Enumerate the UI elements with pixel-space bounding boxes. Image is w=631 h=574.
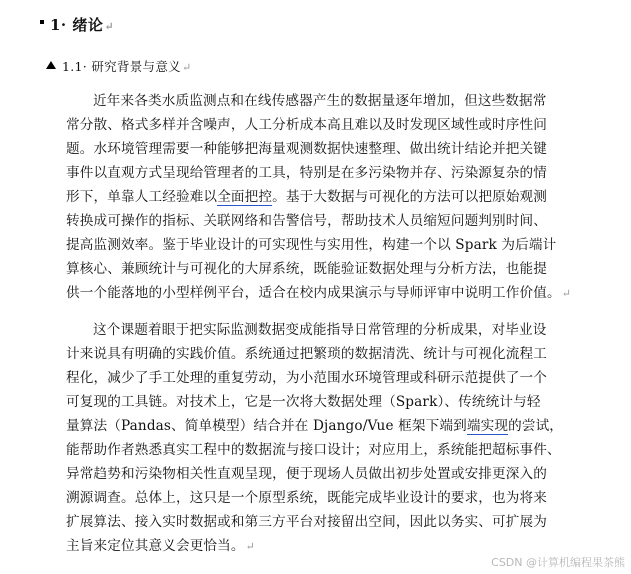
text-line: 程化，减少了手工处理的重复劳动，为小范围水环境管理或科研示范提供了一个 — [66, 370, 548, 386]
paragraph-mark-icon: ↵ — [181, 61, 192, 74]
text-line: 扩展算法、接入实时数据或和第三方平台对接留出空间，因此以务实、可扩展为 — [66, 514, 548, 530]
list-bullet-icon — [40, 20, 44, 24]
spellcheck-underline: 端实现 — [466, 418, 509, 434]
text-line: 供一个能落地的小型样例平台，适合在校内成果演示与导师评审中说明工作价值。↵ — [66, 285, 572, 301]
text-line: 提高监测效率。鉴于毕业设计的可实现性与实用性，构建一个以 Spark 为后端计 — [66, 237, 557, 253]
text-line: 事件以直观方式呈现给管理者的工具，特别是在多污染物并存、污染源复杂的情 — [66, 165, 548, 181]
text-line: 转换成可操作的指标、关联网络和告警信号，帮助技术人员缩短问题判别时间、 — [66, 213, 548, 229]
chapter-heading — [50, 14, 114, 35]
text-line: 题。水环境管理需要一种能够把海量观测数据快速整理、做出统计结论并把关键 — [66, 141, 548, 157]
paragraph-significance — [66, 318, 570, 558]
text-line: 主旨来定位其意义会更恰当。↵ — [66, 538, 256, 554]
text-line: 算核心、兼顾统计与可视化的大屏系统，既能验证数据处理与分析方法，也能提 — [66, 261, 548, 277]
paragraph-background — [66, 89, 570, 305]
watermark: CSDN @计算机编程果茶熊 — [491, 556, 625, 569]
text-line: 量算法（Pandas、简单模型）结合并在 Django/Vue 框架下端到端实现的尝试， — [66, 418, 564, 434]
paragraph-mark-icon: ↵ — [245, 540, 256, 553]
text-line: 近年来各类水质监测点和在线传感器产生的数据量逐年增加，但这些数据常 — [93, 93, 547, 109]
section-title: 1.1· 研究背景与意义 — [62, 59, 181, 74]
section-heading — [62, 57, 191, 75]
paragraph-mark-icon: ↵ — [561, 287, 572, 300]
chapter-title: 1· 绪论 — [50, 16, 104, 34]
text-line: 可复现的工具链。对技术上，它是一次将大数据处理（Spark）、传统统计与轻 — [66, 394, 541, 410]
text-line: 溯源调查。总体上，这只是一个原型系统，既能完成毕业设计的要求，也为将来 — [66, 490, 548, 506]
text-line: 能帮助作者熟悉真实工程中的数据流与接口设计；对应用上，系统能把超标事件、 — [66, 442, 561, 458]
text-line: 异常趋势和污染物相关性直观呈现，便于现场人员做出初步处置或安排更深入的 — [66, 466, 548, 482]
text-line: 形下，单靠人工经验难以全面把控。基于大数据与可视化的方法可以把原始观测 — [66, 189, 548, 205]
collapse-triangle-icon[interactable] — [46, 61, 56, 69]
text-line: 这个课题着眼于把实际监测数据变成能指导日常管理的分析成果，对毕业设 — [93, 322, 547, 338]
text-line: 计来说具有明确的实践价值。系统通过把繁琐的数据清洗、统计与可视化流程工 — [66, 346, 548, 362]
text-line: 常分散、格式多样并含噪声，人工分析成本高且难以及时发现区域性或时序性问 — [66, 117, 548, 133]
paragraph-mark-icon: ↵ — [104, 20, 115, 33]
spellcheck-underline: 全面把控 — [217, 189, 273, 205]
